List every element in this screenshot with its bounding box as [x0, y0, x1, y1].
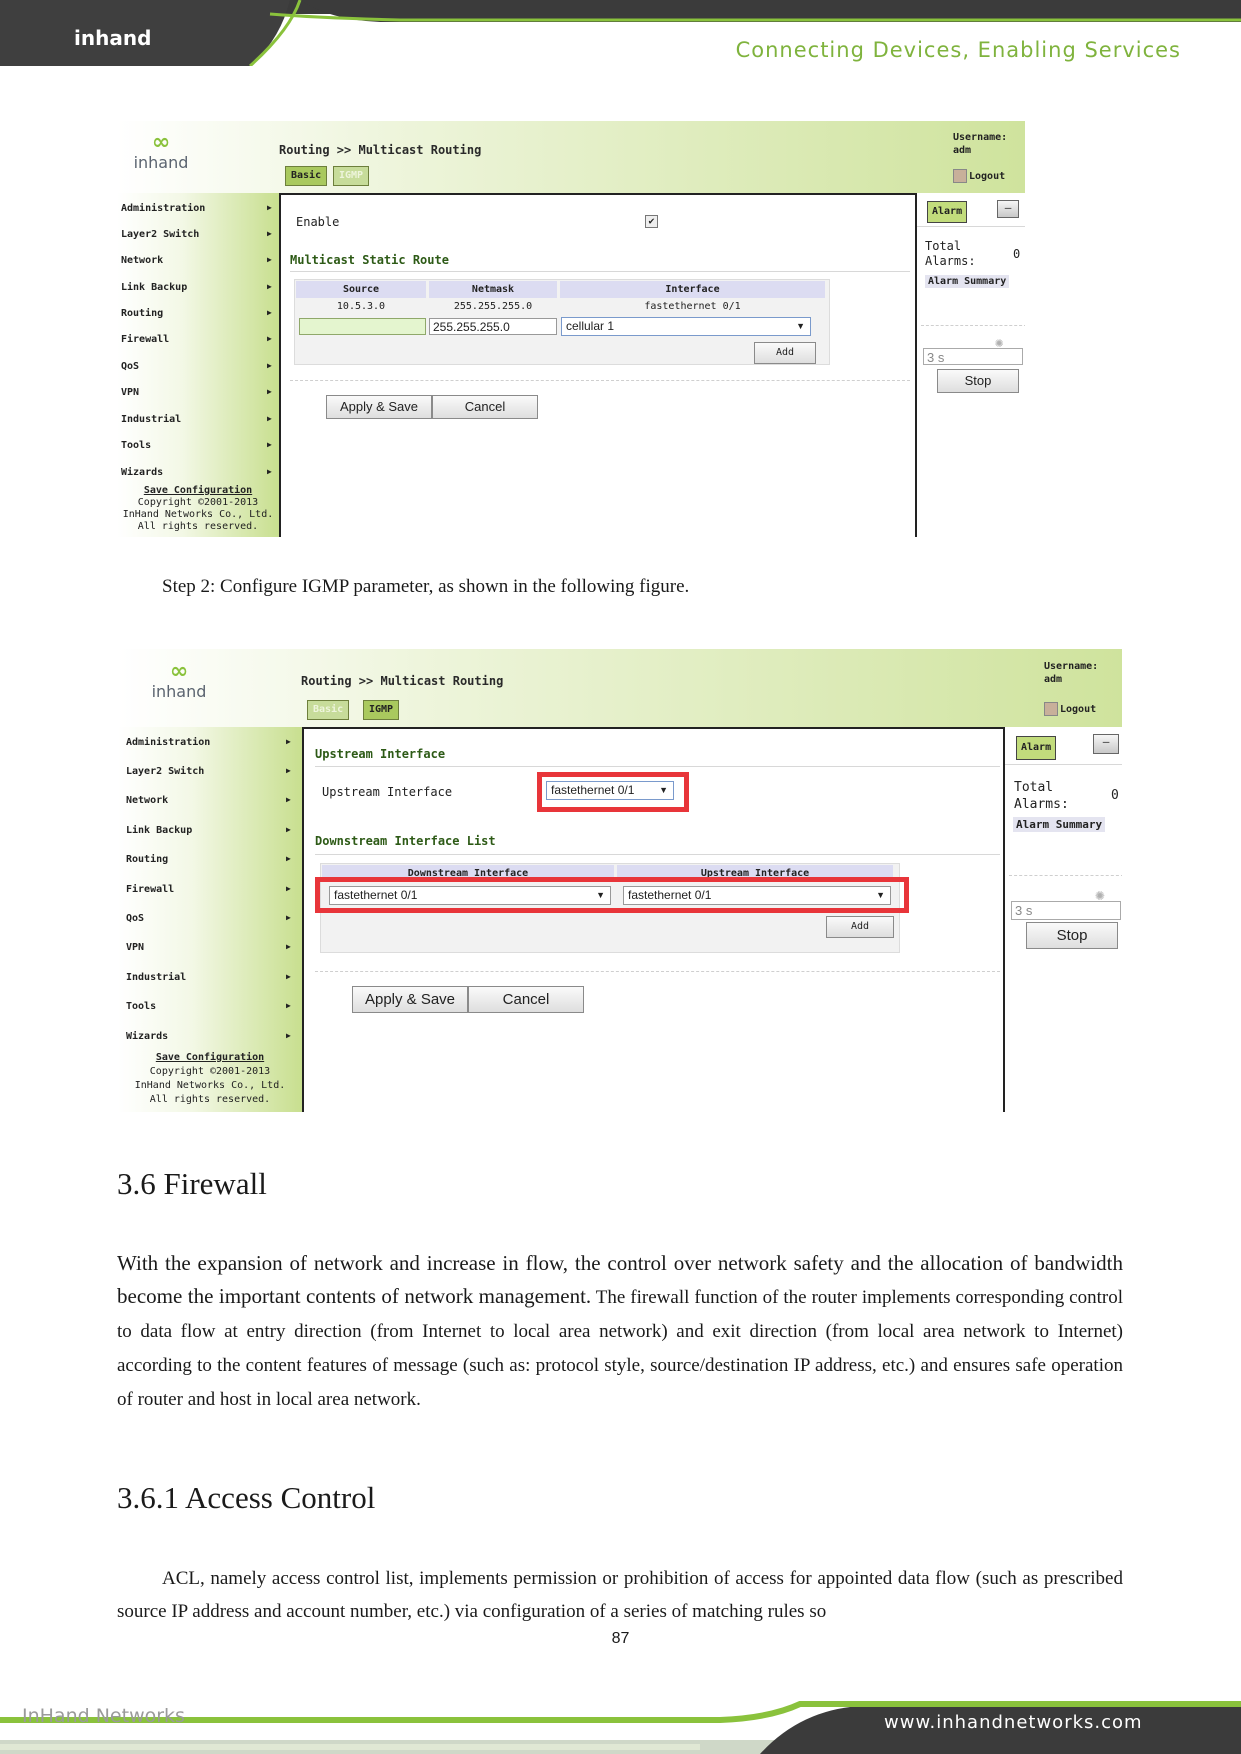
divider	[315, 971, 1000, 972]
menu-vpn[interactable]: VPN ▶	[121, 387, 272, 398]
inhand-logo: inhand	[74, 26, 152, 50]
menu-qos[interactable]: QoS ▶	[126, 913, 291, 924]
refresh-timer: 3 s	[923, 348, 1023, 365]
sidebar-footer: Save Configuration Copyright ©2001-2013 InHand Networks Co., Ltd. All rights reserved.	[118, 1051, 302, 1107]
tab-igmp[interactable]: IGMP	[363, 700, 399, 720]
menu-link-backup[interactable]: Link Backup ▶	[126, 825, 291, 836]
menu-arrow-icon: ▶	[267, 203, 272, 212]
brand-logo: ∞ inhand	[151, 659, 207, 701]
menu-arrow-icon: ▶	[286, 913, 291, 922]
minimize-button[interactable]: —	[997, 200, 1019, 218]
tab-basic[interactable]: Basic	[307, 700, 349, 720]
menu-arrow-icon: ▶	[286, 766, 291, 775]
save-configuration-link[interactable]: Save Configuration	[143, 485, 253, 496]
menu-arrow-icon: ▶	[286, 854, 291, 863]
dropdown-arrow-icon: ▼	[596, 890, 605, 900]
add-button[interactable]: Add	[754, 342, 816, 364]
highlight-box-upstream	[537, 772, 689, 812]
menu-arrow-icon: ▶	[267, 440, 272, 449]
menu-arrow-icon: ▶	[267, 387, 272, 396]
column-header: Source	[296, 281, 426, 298]
upstream-interface-select[interactable]: fastethernet 0/1 ▼	[546, 781, 674, 800]
divider	[921, 325, 1025, 326]
alarm-tab[interactable]: Alarm	[927, 201, 967, 223]
menu-arrow-icon: ▶	[267, 467, 272, 476]
menu-industrial[interactable]: Industrial ▶	[121, 414, 272, 425]
footer-company: InHand Networks	[22, 1705, 185, 1727]
menu-arrow-icon: ▶	[286, 884, 291, 893]
menu-arrow-icon: ▶	[267, 414, 272, 423]
access-control-paragraph: ACL, namely access control list, implements permission or prohibition of access for appointed data flow (such as prescribed source IP address and account number, etc.) via configuration of a series of matching rules so	[117, 1568, 1123, 1622]
menu-routing[interactable]: Routing ▶	[121, 308, 272, 319]
stop-button[interactable]: Stop	[1026, 922, 1118, 949]
menu-arrow-icon: ▶	[286, 737, 291, 746]
subsection-heading: 3.6.1 Access Control	[117, 1480, 376, 1515]
minimize-button[interactable]: —	[1093, 734, 1119, 754]
netmask-input[interactable]: 255.255.255.0	[429, 318, 557, 335]
firewall-paragraph	[117, 1247, 1123, 1416]
column-header: Netmask	[429, 281, 557, 298]
menu-arrow-icon: ▶	[267, 282, 272, 291]
downstream-section-title: Downstream Interface List	[315, 834, 496, 848]
section-title: Multicast Static Route	[290, 253, 449, 267]
menu-arrow-icon: ▶	[286, 1031, 291, 1040]
apply-save-button[interactable]: Apply & Save	[352, 986, 468, 1013]
menu-arrow-icon: ▶	[286, 1001, 291, 1010]
total-alarms-value: 0	[1111, 788, 1119, 803]
divider	[1005, 764, 1122, 765]
static-route-table	[294, 279, 830, 365]
main-panel	[279, 193, 917, 537]
breadcrumb: Routing >> Multicast Routing	[279, 143, 482, 157]
figure-caption: Step 2: Configure IGMP parameter, as shown in the following figure.	[162, 576, 690, 597]
apply-save-button[interactable]: Apply & Save	[326, 395, 432, 419]
stop-button[interactable]: Stop	[937, 369, 1019, 393]
username-block: Username: adm	[953, 132, 1008, 156]
highlight-box-downstream	[315, 877, 909, 913]
divider	[315, 854, 1000, 855]
menu-arrow-icon: ▶	[267, 255, 272, 264]
menu-wizards[interactable]: Wizards ▶	[126, 1031, 291, 1042]
divider	[290, 380, 910, 381]
menu-network[interactable]: Network ▶	[121, 255, 272, 266]
sidebar	[117, 193, 279, 537]
menu-arrow-icon: ▶	[286, 942, 291, 951]
logout-link[interactable]: Logout	[1044, 702, 1096, 716]
logout-icon	[1044, 702, 1058, 716]
sidebar-footer: Save Configuration Copyright ©2001-2013 InHand Networks Co., Ltd. All rights reserved.	[117, 485, 279, 533]
cancel-button[interactable]: Cancel	[432, 395, 538, 419]
table-cell: 255.255.255.0	[453, 301, 533, 312]
refresh-timer: 3 s	[1011, 901, 1121, 920]
cancel-button[interactable]: Cancel	[468, 986, 584, 1013]
menu-wizards[interactable]: Wizards ▶	[121, 467, 272, 478]
row-upstream-interface-select[interactable]: fastethernet 0/1 ▼	[623, 886, 891, 905]
screenshot-multicast-igmp	[118, 649, 1122, 1112]
menu-tools[interactable]: Tools ▶	[126, 1001, 291, 1012]
footer-url: www.inhandnetworks.com	[884, 1712, 1143, 1733]
alarm-tab[interactable]: Alarm	[1016, 736, 1056, 760]
logout-link[interactable]: Logout	[953, 169, 1005, 183]
menu-industrial[interactable]: Industrial ▶	[126, 972, 291, 983]
source-input[interactable]	[299, 318, 426, 335]
page-number: 87	[611, 1630, 630, 1647]
tab-igmp[interactable]: IGMP	[333, 166, 369, 186]
menu-layer2-switch[interactable]: Layer2 Switch ▶	[126, 766, 291, 777]
divider	[917, 226, 1025, 227]
column-header: Downstream Interface	[322, 865, 614, 882]
dropdown-arrow-icon: ▼	[796, 321, 805, 331]
alarm-summary-link[interactable]: Alarm Summary	[1013, 817, 1105, 832]
enable-checkbox[interactable]: ✔	[645, 215, 658, 228]
dropdown-arrow-icon: ▼	[876, 890, 885, 900]
total-alarms-value: 0	[1013, 247, 1021, 261]
menu-arrow-icon: ▶	[286, 972, 291, 981]
menu-arrow-icon: ▶	[286, 825, 291, 834]
upstream-interface-label: Upstream Interface	[322, 785, 453, 799]
menu-link-backup[interactable]: Link Backup ▶	[121, 282, 272, 293]
menu-qos[interactable]: QoS ▶	[121, 361, 272, 372]
menu-tools[interactable]: Tools ▶	[121, 440, 272, 451]
section-heading: 3.6 Firewall	[117, 1166, 267, 1201]
table-cell: fastethernet 0/1	[644, 301, 741, 312]
total-alarms-label: Total Alarms:	[1014, 780, 1069, 812]
main-panel	[302, 727, 1005, 1112]
brand-logo: ∞ inhand	[133, 130, 189, 172]
table-cell: 10.5.3.0	[336, 301, 386, 312]
username-block: Username: adm	[1044, 661, 1099, 685]
total-alarms-label: Total Alarms:	[925, 239, 976, 268]
interface-select[interactable]: cellular 1 ▼	[561, 317, 811, 336]
column-header: Upstream Interface	[617, 865, 893, 882]
divider	[315, 766, 1000, 767]
loading-spinner-icon: ✺	[1095, 885, 1105, 904]
downstream-interface-select[interactable]: fastethernet 0/1 ▼	[329, 886, 611, 905]
add-button[interactable]: Add	[826, 916, 894, 938]
menu-network[interactable]: Network ▶	[126, 795, 291, 806]
save-configuration-link[interactable]: Save Configuration	[155, 1052, 265, 1063]
paragraph-lead: With the expansion of network and increase in flow, the control over network safety and the allocation of bandwidth become the important contents of network management.	[117, 1251, 1123, 1308]
menu-arrow-icon: ▶	[267, 334, 272, 343]
menu-vpn[interactable]: VPN ▶	[126, 942, 291, 953]
breadcrumb: Routing >> Multicast Routing	[301, 674, 504, 688]
header-tagline: Connecting Devices, Enabling Services	[735, 38, 1181, 62]
sidebar	[118, 727, 302, 1112]
dropdown-arrow-icon: ▼	[659, 785, 668, 795]
divider	[1009, 875, 1122, 876]
paragraph-body: The firewall function of the router implements corresponding control to data flow at entry direction (from Internet to local area network) and exit direction (from local area network to Internet) according to the content features of message (such as: protocol style, source/destination IP address, etc.) and ensures safe operation of router and host in local area network.	[117, 1287, 1123, 1410]
logout-icon	[953, 169, 967, 183]
menu-arrow-icon: ▶	[267, 308, 272, 317]
enable-label: Enable	[296, 215, 340, 229]
tab-basic[interactable]: Basic	[285, 166, 327, 186]
menu-firewall[interactable]: Firewall ▶	[126, 884, 291, 895]
alarm-panel	[1003, 727, 1122, 1112]
menu-routing[interactable]: Routing ▶	[126, 854, 291, 865]
screenshot-multicast-basic	[117, 121, 1025, 537]
menu-layer2-switch[interactable]: Layer2 Switch ▶	[121, 229, 272, 240]
alarm-summary-link[interactable]: Alarm Summary	[925, 275, 1009, 288]
menu-administration[interactable]: Administration ▶	[121, 203, 272, 214]
menu-arrow-icon: ▶	[267, 229, 272, 238]
upstream-section-title: Upstream Interface	[315, 747, 446, 761]
loading-spinner-icon: ✺	[995, 335, 1004, 351]
menu-arrow-icon: ▶	[267, 361, 272, 370]
menu-administration[interactable]: Administration ▶	[126, 737, 291, 748]
column-header: Interface	[560, 281, 825, 298]
menu-firewall[interactable]: Firewall ▶	[121, 334, 272, 345]
divider	[290, 271, 910, 272]
alarm-panel	[915, 193, 1025, 537]
menu-arrow-icon: ▶	[286, 795, 291, 804]
